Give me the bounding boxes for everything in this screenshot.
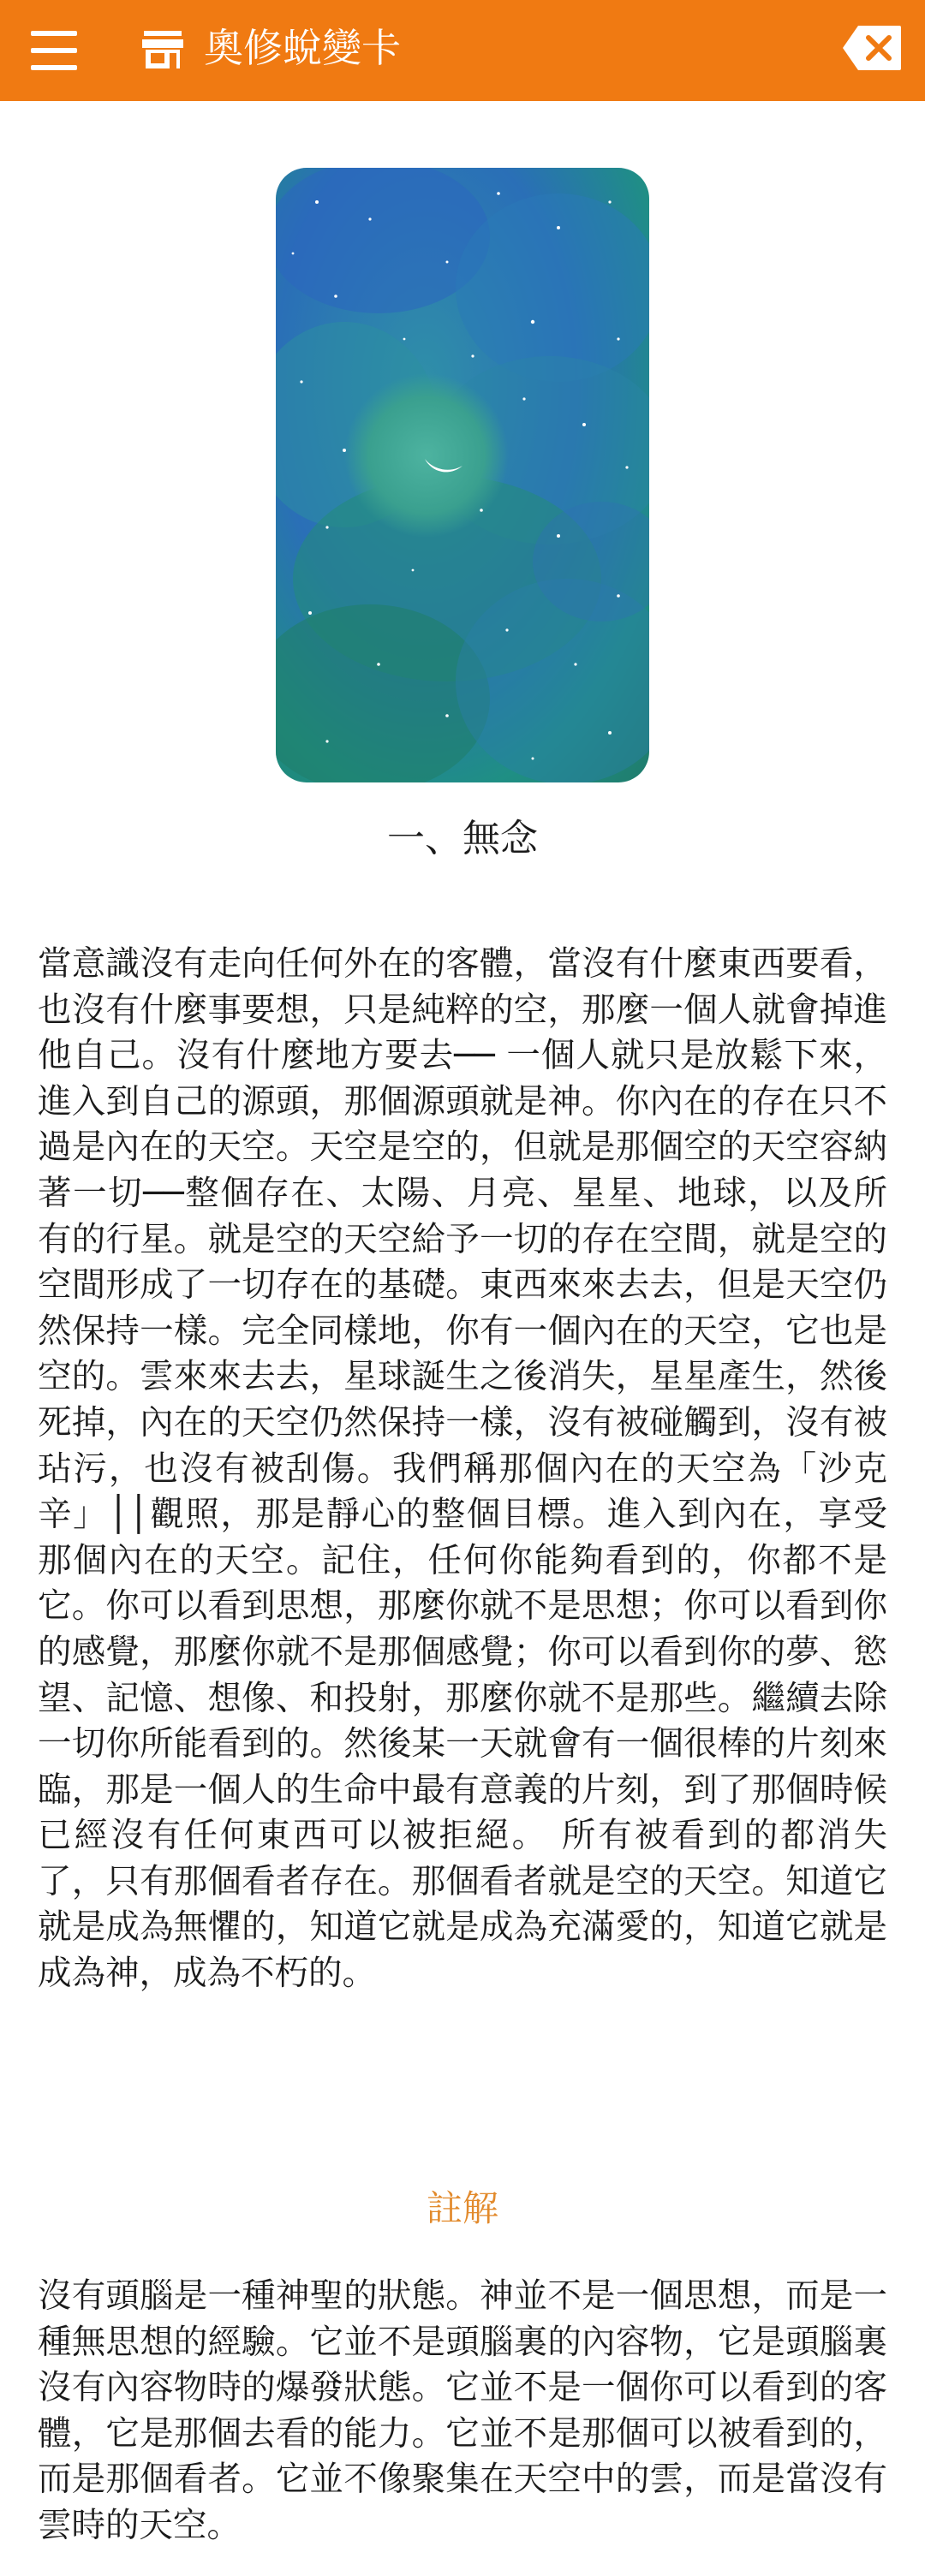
notes-text: 沒有頭腦是一種神聖的狀態。神並不是一個思想，而是一種無思想的經驗。它並不是頭腦裏的內容物，它是頭腦裏沒有內容物時的爆發狀態。它並不是一個你可以看到的客體，它是那個去看的能力。它並不是那個可以被看到的，而是那個看者。它並不像聚集在天空中的雲，而是當沒有雲時的天空。 xyxy=(38,2276,887,2545)
card-image[interactable] xyxy=(276,168,649,782)
app-bar xyxy=(0,0,925,101)
card-title: 一、無念 xyxy=(387,817,538,860)
card-description-text: 當意識沒有走向任何外在的客體，當沒有什麼東西要看，也沒有什麼事要想，只是純粹的空，那麼一個人就會掉進他自己。沒有什麼地方要去── 一個人就只是放鬆下來，進入到自己的源頭，那個源頭就是神。你內在的存在只不過是內在的天空。天空是空的，但就是那個空的天空容納著一切──整個存在、太陽、月亮、星星、地球，以及所有的行星。就是空的天空給予一切的存在空間，就是空的空間形成了一切存在的基礎。東西來來去去，但是天空仍然保持一樣。完全同樣地，你有一個內在的天空，它也是空的。雲來來去去，星球誕生之後消失，星星產生，然後死掉，內在的天空仍然保持一樣，沒有被碰觸到，沒有被玷污，也沒有被刮傷。我們稱那個內在的天空為「沙克辛」││觀照，那是靜心的整個目標。進入到內在，享受那個內在的天空。記住，任何你能夠看到的，你都不是它。你可以看到思想，那麼你就不是思想；你可以看到你的感覺，那麼你就不是那個感覺；你可以看到你的夢、慾望、記憶、想像、和投射，那麼你就不是那些。繼續去除一切你所能看到的。然後某一天就會有一個很棒的片刻來臨，那是一個人的生命中最有意義的片刻，到了那個時候已經沒有任何東西可以被拒絕。 所有被看到的都消失了，只有那個看者存在。那個看者就是空的天空。知道它就是成為無懼的，知道它就是成為充滿愛的，知道它就是成為神，成為不朽的。 xyxy=(38,944,887,1994)
storefront-icon xyxy=(140,27,185,72)
app-title: 奧修蛻變卡 xyxy=(204,25,401,71)
hamburger-menu-icon[interactable] xyxy=(31,31,77,70)
backspace-close-icon[interactable] xyxy=(841,24,903,72)
notes-heading: 註解 xyxy=(426,2187,498,2229)
night-sky-crescent-moon-card xyxy=(276,168,649,782)
